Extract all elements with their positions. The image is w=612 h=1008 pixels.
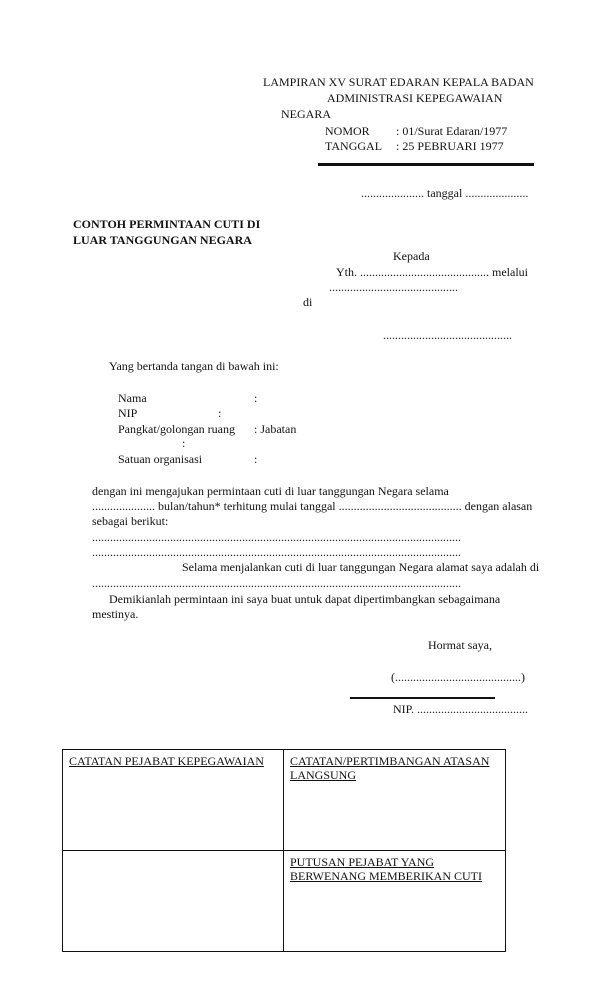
tanggal-value: : 25 PEBRUARI 1977 — [396, 139, 504, 153]
reason-dots-2: ........................................................................................................................... — [92, 545, 461, 559]
field-jabatan-colon: : — [182, 436, 186, 450]
document-title-line-1: CONTOH PERMINTAAN CUTI DI — [73, 217, 261, 231]
paragraph-1-line-3: sebagai berikut: — [92, 514, 169, 528]
date-line: ..................... tanggal ..................... — [361, 186, 529, 200]
tanggal-label: TANGGAL — [325, 139, 383, 153]
paragraph-1-line-1: dengan ini mengajukan permintaan cuti di luar tanggungan Negara selama — [92, 484, 449, 498]
cell-catatan-pejabat-kepegawaian — [63, 750, 284, 851]
intro-text: Yang bertanda tangan di bawah ini: — [109, 359, 279, 373]
field-nama-colon: : — [254, 391, 258, 405]
document-title-line-2: LUAR TANGGUNGAN NEGARA — [73, 233, 252, 247]
yth-line: Yth. ........................................... melalui — [336, 265, 528, 279]
di-label: di — [303, 295, 313, 309]
nomor-value: : 01/Surat Edaran/1977 — [396, 124, 508, 138]
di-dots: ........................................... — [383, 328, 512, 342]
cell-putusan-pejabat — [284, 851, 506, 952]
field-satuan-colon: : — [254, 452, 258, 466]
header-line-1: LAMPIRAN XV SURAT EDARAN KEPALA BADAN — [263, 75, 534, 89]
nomor-label: NOMOR — [325, 124, 370, 138]
cell-catatan-pejabat-kepegawaian-label: CATATAN PEJABAT KEPEGAWAIAN — [69, 754, 264, 768]
kepada-label: Kepada — [393, 249, 430, 263]
reason-dots-1: ........................................................................................................................... — [92, 530, 461, 544]
field-nip-label: NIP — [118, 406, 138, 420]
field-nip-colon: : — [218, 406, 222, 420]
paragraph-2-line-2: ........................................................................................................................... — [92, 576, 461, 590]
paragraph-1-line-2: ..................... bulan/tahun* terhitung mulai tanggal ......................................... dengan alasan — [92, 499, 533, 513]
header-line-3: NEGARA — [281, 107, 331, 121]
paragraph-2-line-1: Selama menjalankan cuti di luar tanggungan Negara alamat saya adalah di — [182, 560, 540, 574]
yth-continuation: ........................................... — [329, 280, 458, 294]
paragraph-3-line-2: mestinya. — [92, 607, 139, 621]
field-pangkat-colon: : Jabatan — [254, 422, 297, 436]
signature-nip: NIP. ..................................... — [393, 702, 529, 716]
cell-catatan-atasan-label-2: LANGSUNG — [290, 768, 356, 782]
closing-hormat: Hormat saya, — [428, 638, 492, 652]
field-satuan-label: Satuan organisasi — [118, 452, 203, 466]
cell-empty — [63, 851, 284, 952]
field-nama-label: Nama — [118, 391, 147, 405]
paragraph-3-line-1: Demikianlah permintaan ini saya buat untuk dapat dipertimbangkan sebagaimana — [109, 592, 501, 606]
cell-putusan-pejabat-label-2: BERWENANG MEMBERIKAN CUTI — [290, 869, 482, 883]
header-rule — [318, 163, 534, 166]
signature-name-placeholder: (..........................................) — [391, 670, 525, 684]
cell-catatan-atasan-label-1: CATATAN/PERTIMBANGAN ATASAN — [290, 754, 490, 768]
field-pangkat-label: Pangkat/golongan ruang — [118, 422, 235, 436]
header-line-2: ADMINISTRASI KEPEGAWAIAN — [327, 91, 503, 105]
signature-rule — [350, 697, 495, 699]
cell-catatan-atasan — [284, 750, 506, 851]
cell-putusan-pejabat-label-1: PUTUSAN PEJABAT YANG — [290, 855, 435, 869]
approval-table — [62, 749, 506, 952]
